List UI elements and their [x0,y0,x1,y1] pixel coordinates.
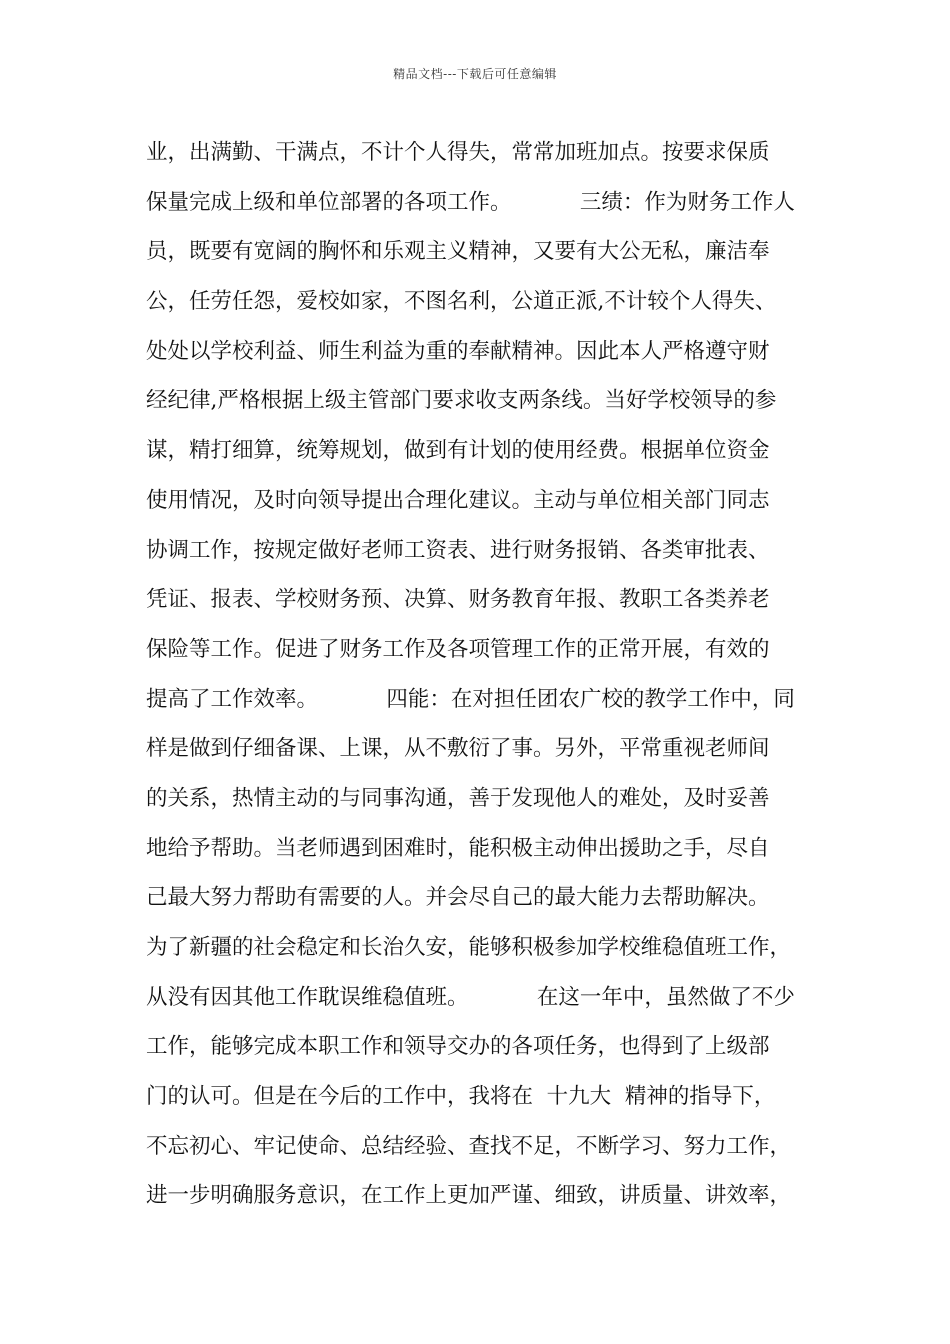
text-line: 为了新疆的社会稳定和长治久安，能够积极参加学校维稳值班工作， [146,935,792,960]
text-line: 进一步明确服务意识，在工作上更加严谨、细致，讲质量、讲效率， [146,1183,792,1209]
text-line: 不忘初心、牢记使命、总结经验、查找不足，不断学习、努力工作， [146,1133,792,1159]
body-text [146,133,836,1226]
text-line: 保量完成上级和单位部署的各项工作。 三绩：作为财务工作人 [146,189,795,215]
text-line: 谋，精打细算，统筹规划，做到有计划的使用经费。根据单位资金 [146,438,770,464]
text-line: 门的认可。但是在今后的工作中，我将在 十九大 精神的指导下， [146,1084,776,1110]
text-line: 的关系，热情主动的与同事沟通，善于发现他人的难处，及时妥善 [146,785,770,811]
text-line: 经纪律,严格根据上级主管部门要求收支两条线。当好学校领导的参 [146,388,777,414]
text-line: 样是做到仔细备课、上课，从不敷衍了事。另外，平常重视老师间 [146,736,770,762]
text-line: 员，既要有宽阔的胸怀和乐观主义精神，又要有大公无私，廉洁奉 [146,239,770,265]
text-line: 从没有因其他工作耽误维稳值班。 在这一年中，虽然做了不少 [146,984,795,1010]
text-line: 处处以学校利益、师生利益为重的奉献精神。因此本人严格遵守财 [146,338,770,364]
page-header: 精品文档---下载后可任意编辑 [393,67,557,81]
text-line: 使用情况，及时向领导提出合理化建议。主动与单位相关部门同志 [146,487,770,513]
text-line: 工作，能够完成本职工作和领导交办的各项任务，也得到了上级部 [146,1034,770,1060]
text-line: 提高了工作效率。 四能：在对担任团农广校的教学工作中，同 [146,686,795,712]
text-line: 己最大努力帮助有需要的人。并会尽自己的最大能力去帮助解决。 [146,885,770,911]
text-line: 协调工作，按规定做好老师工资表、进行财务报销、各类审批表、 [146,537,770,563]
text-line: 凭证、报表、学校财务预、决算、财务教育年报、教职工各类养老 [146,587,770,613]
text-line: 业，出满勤、干满点，不计个人得失，常常加班加点。按要求保质 [146,140,770,165]
text-line: 保险等工作。促进了财务工作及各项管理工作的正常开展，有效的 [146,636,770,662]
text-line: 公，任劳任怨，爱校如家，不图名利，公道正派,不计较个人得失、 [146,289,777,315]
text-line: 地给予帮助。当老师遇到困难时，能积极主动伸出援助之手，尽自 [146,835,770,861]
